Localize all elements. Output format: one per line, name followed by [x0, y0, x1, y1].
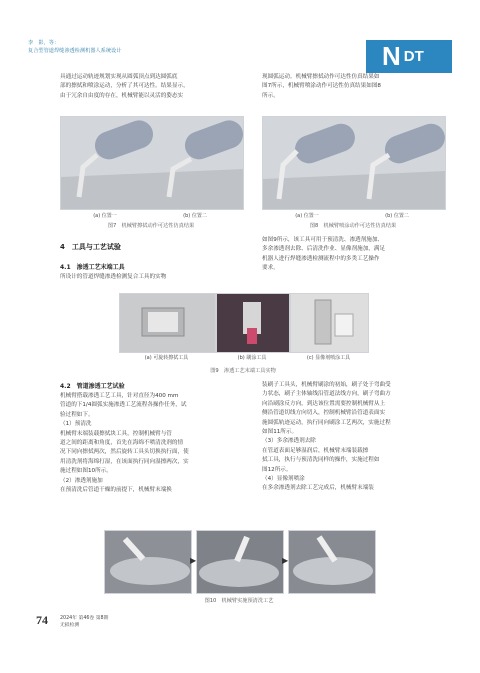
fig8-caption: 图8 机械臂喷涂动作可达性仿真结果: [309, 223, 397, 229]
text-line: （4）显像剂喷涂: [262, 476, 305, 483]
journal-logo: [382, 40, 424, 73]
left-column-4-2: [60, 392, 240, 495]
text-line: 要求。: [262, 265, 279, 272]
fig7-caption: 图7 机械臂擦拭动作可达性仿真结果: [107, 223, 195, 229]
text-line: 如图9所示，该工具可用于预清洗、渗透剂施加、: [262, 237, 384, 243]
text-line: 所设计的管道焊缝渗透检测复合工具的实物: [60, 274, 167, 280]
fig7-sub-a: (a) 位置一: [93, 213, 117, 219]
section-4-heading: 4 工具与工艺试验: [60, 243, 121, 251]
fig7-render: [61, 117, 243, 209]
right-column-4-1: [262, 236, 442, 274]
text-line: 向沿刷涂反方向，到达该位置需要控制机械臂从上: [262, 400, 386, 407]
fig9-image-a: [119, 293, 216, 353]
text-line: 机械臂搭载渗透工艺工具，针对直径为400 mm: [60, 393, 179, 399]
footer-issue: 2024年 第46卷 第8期: [60, 616, 109, 621]
header-authors: 李 影，等：: [28, 40, 60, 46]
page-number: 74: [36, 613, 48, 627]
text-line: 管道的下1/4圆弧实施渗透工艺流程各操作任务，试: [60, 402, 187, 409]
section-4-1-heading: 4.1 渗透工艺末端工具: [60, 264, 125, 271]
text-line: 图7所示，机械臂喷涂动作可达性仿真结果如图8: [262, 83, 381, 90]
text-line: （1）预清洗: [60, 421, 92, 428]
fig9-image-b: [216, 293, 290, 353]
text-line: 用清洗剂将海绵打湿，在该面执行同向湿擦两次，实: [60, 458, 189, 465]
section-4-2-heading: 4.2 管道渗透工艺试验: [60, 383, 125, 390]
fig9-sub-b: (b) 刷涂工具: [237, 355, 267, 361]
fig8-sub-b: (b) 位置二: [385, 213, 409, 219]
text-line: 施过程如图10所示。: [60, 468, 112, 475]
arrow-icon: ▶: [282, 556, 289, 565]
fig10-image-3: [288, 530, 376, 594]
text-line: 在管道表面足够湿润后，机械臂末端装载擦: [262, 447, 369, 454]
right-column-4-2: [262, 381, 442, 494]
text-line: 所示。: [262, 92, 279, 99]
text-line: 如图11所示。: [262, 429, 298, 436]
fig10-2-render: [197, 531, 283, 593]
text-line: （2）渗透剂施加: [60, 477, 103, 484]
fig9-caption: 图9 渗透工艺末端工具实物: [210, 368, 276, 374]
text-line: 施圆弧轨迹运动，执行同向刷涂工艺两次，实施过程: [262, 419, 391, 426]
fig8-sub-a: (a) 位置一: [295, 213, 319, 219]
text-line: 在多余渗透剂去除工艺完成后，机械臂末端装: [262, 485, 374, 492]
text-line: 况下同向擦拭两次，然后旋转工具头切换执行面，使: [60, 449, 189, 456]
text-line: 具通过运动轨迹规划实现从圆弧顶点到达圆弧底: [60, 74, 178, 80]
text-line: 由于冗余自由度的存在，机械臂能以灵活的姿态实: [60, 92, 184, 99]
text-line: 部的擦拭和喷涂运动，分析了其可达性。结果显示，: [60, 83, 189, 90]
fig9-sub-a: (a) 可旋转擦拭工具: [144, 355, 189, 361]
running-title: 复合型管道焊缝渗透检测机器人系统设计: [28, 48, 122, 54]
fig10-caption: 图10 机械臂实施预清洗工艺: [204, 598, 274, 604]
arrow-icon: ▶: [190, 556, 197, 565]
logo-dt: DT: [403, 48, 424, 65]
right-column-top: [262, 73, 442, 101]
left-column-top: [60, 73, 240, 101]
fig8-render: [263, 117, 445, 209]
fig10-1-render: [105, 531, 191, 593]
fig7-sub-b: (b) 位置二: [183, 213, 207, 219]
left-column-4-1: [60, 273, 240, 282]
text-line: 拭工具，执行与预清洗同样的操作，实施过程如: [262, 457, 380, 464]
text-line: 装刷子工具头，机械臂刷涂的初始，刷子处于弯曲受: [262, 382, 391, 388]
text-line: 力状态，刷子主体轴线沿管道法线方向，刷子弯曲方: [262, 391, 391, 398]
fig10-3-render: [289, 531, 375, 593]
logo-n: N: [382, 41, 401, 71]
text-line: 在预清洗后管道干燥的前提下，机械臂末端换: [60, 487, 172, 494]
text-line: （3）多余渗透剂去除: [262, 438, 316, 445]
fig9c-render: [291, 294, 368, 352]
text-line: 侧沿管道切线方向切入，控制机械臂沿管道表面实: [262, 410, 386, 417]
footer-journal: 无损检测: [60, 623, 80, 628]
fig9-sub-c: (c) 显像剂喷涂工具: [306, 355, 351, 361]
text-line: 图12所示。: [262, 466, 292, 473]
text-line: 机器人进行焊缝渗透检测流程中的多类工艺操作: [262, 255, 380, 262]
text-line: 道之间的距离和角度，首先在海绵不喷清洗剂的情: [60, 440, 184, 447]
text-line: 验过程如下。: [60, 411, 94, 418]
text-line: 多余渗透剂去除、后清洗作业、显像剂施加，满足: [262, 246, 386, 253]
fig9-image-c: [290, 293, 369, 353]
fig9b-render: [217, 294, 289, 352]
text-line: 现圆弧运动。机械臂擦拭动作可达性仿真结果如: [262, 74, 380, 80]
text-line: 机械臂末端装载擦拭块工具，控制机械臂与管: [60, 430, 172, 437]
fig9a-render: [120, 294, 215, 352]
fig10-image-1: [104, 530, 192, 594]
fig8-image: [262, 116, 446, 210]
fig7-image: [60, 116, 244, 210]
fig10-image-2: [196, 530, 284, 594]
